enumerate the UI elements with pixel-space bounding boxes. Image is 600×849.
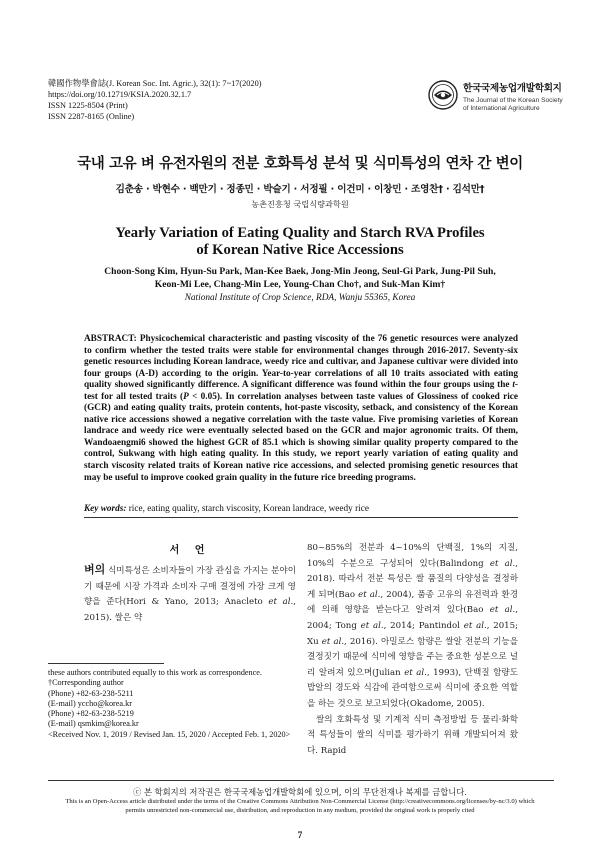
- society-logo-icon: [428, 80, 458, 110]
- affiliation-en: National Institute of Crop Science, RDA, Wanju 55365, Korea: [184, 293, 416, 303]
- abstract-text-b: -test for all tested traits (: [84, 380, 518, 402]
- society-name-en-line2: of International Agriculture: [463, 105, 540, 113]
- society-name: [463, 80, 583, 114]
- lead-word: 벼의: [84, 563, 106, 576]
- body-right-column: [307, 541, 518, 759]
- journal-header: [48, 78, 262, 122]
- doi-link[interactable]: https://doi.org/10.12719/KSIA.2020.32.1.7: [48, 90, 192, 99]
- body-right-text: , 1993), 단백질 함량도 밥알의 경도와 식감에 관여함으로써 식미에 중요한 역할을 하는 것으로 보고되었다(Okadome, 2005).: [307, 667, 519, 709]
- title-en-line2: of Korean Native Rice Accessions: [196, 242, 404, 258]
- footnote-phone1: (Phone) +82-63-238-5211: [48, 688, 134, 698]
- footnote-email2[interactable]: (E-mail) qsmkim@korea.kr: [48, 719, 139, 729]
- copyright-divider: [48, 780, 554, 781]
- keywords: [84, 504, 518, 514]
- title-en-line1: Yearly Variation of Eating Quality and Starch RVA Profiles: [115, 225, 485, 241]
- etal: et al.: [404, 667, 427, 678]
- body-left-etal: et al.: [268, 597, 294, 608]
- authors-en: [0, 266, 600, 291]
- body-right-text: , 2004; Tong: [307, 605, 519, 631]
- etal: et al.: [489, 558, 516, 569]
- body-left-text: 식미특성은 소비자들이 가장 관심을 가지는 분야이기 때문에 시장 가격과 소비자 구매 결정에 가장 크게 영향을 준다(Hori & Yano, 2013; Anacleto: [84, 566, 296, 608]
- etal: et al.: [321, 636, 345, 647]
- authors-ko: 김춘송 · 박현수 · 백만기 · 정종민 · 박슬기 · 서정필 · 이건미 · 이창민 · 조영찬† · 김석만†: [115, 184, 485, 195]
- body-left-text2: , 2015). 쌀은 약: [84, 597, 296, 623]
- title-en: [0, 225, 600, 259]
- copyright-en: [60, 798, 540, 815]
- abstract-t: t: [512, 380, 515, 391]
- etal: et al.: [358, 589, 381, 600]
- authors-en-line1: Choon-Song Kim, Hyun-Su Park, Man-Kee Baek, Jong-Min Jeong, Seul-Gi Park, Jung-Pil Suh,: [104, 266, 496, 277]
- footnote-divider: [48, 663, 164, 664]
- copyright-ko: ⓒ 본 학회지의 저작권은 한국국제농업개발학회에 있으며, 이의 무단전재나 복제를 금합니다.: [133, 787, 467, 797]
- etal: et al.: [489, 605, 516, 616]
- page-number: 7: [297, 831, 303, 841]
- copyright-en-line2: permits unrestricted non-commercial use, distribution, and reproduction in any medium, provided the original work is properly cited: [125, 806, 475, 814]
- body-right-para2: 쌀의 호화특성 및 기계적 식미 측정방법 등 물리·화학적 특성들이 쌀의 식미를 평가하기 위해 개발되어져 왔다. Rapid: [307, 714, 518, 756]
- footnote-email1[interactable]: (E-mail) yccho@korea.kr: [48, 698, 132, 708]
- society-name-en: [463, 97, 583, 114]
- abstract-p: P: [183, 391, 189, 402]
- body-left-column: [84, 562, 296, 626]
- footnote-equal: these authors contributed equally to this work as correspondence.: [48, 668, 262, 677]
- society-name-en-line1: The Journal of the Korean Society: [463, 97, 563, 104]
- copyright-en-line1: This is an Open-Access article distributed under the terms of the Creative Commons Attribution Non-Commercial License (http://creativecommons.org/licenses/by-nc/3.0) which: [65, 798, 535, 805]
- abstract: [84, 334, 518, 484]
- citation: 韓國作物學會誌(J. Korean Soc. Int. Agric.), 32(1): 7~17(2020): [48, 79, 262, 88]
- society-name-ko: 한국국제농업개발학회지: [463, 83, 562, 94]
- footnotes: [48, 668, 296, 740]
- footnote-phone2: (Phone) +82-63-238-5219: [48, 709, 134, 719]
- footnote-corr: †Corresponding author: [48, 678, 124, 688]
- body-right-text: , 2015; Xu: [307, 620, 518, 647]
- etal: et al.: [463, 620, 487, 631]
- issn-online: ISSN 2287-8165 (Online): [48, 112, 135, 121]
- body-right-text: , 2014; Pantindol: [383, 620, 464, 631]
- keywords-label: Key words:: [84, 504, 127, 514]
- authors-en-line2: Keon-Mi Lee, Chang-Min Lee, Young-Chan Cho†, and Suk-Man Kim†: [154, 278, 446, 290]
- abstract-label: ABSTRACT:: [84, 334, 137, 344]
- affiliation-ko: 농촌진흥청 국립식량과학원: [251, 199, 349, 209]
- abstract-text-a: Physicochemical characteristic and pasting viscosity of the 76 genetic resources were analyzed to confirm whether the tested traits were stable for environmental changes through 2016-2017. Seventy-six genetic resources including Korean landrace, weedy rice and cultivar, and Japanese cultivar were divided into four groups (A-D) according to the origin. Year-to-year correlations of all 10 traits associated with eating quality showed significantly difference. A significant difference was found within the four groups using the: [84, 334, 519, 391]
- body-right-text: , 2018). 따라서 전분 특성은 쌀 품질의 다양성을 결정하게 되며(Bao: [307, 558, 518, 600]
- title-ko: 국내 고유 벼 유전자원의 전분 호화특성 분석 및 식미특성의 연차 간 변이: [77, 156, 523, 172]
- keywords-text: rice, eating quality, starch viscosity, Korean landrace, weedy rice: [128, 504, 369, 514]
- issn-print: ISSN 1225-8504 (Print): [48, 101, 128, 110]
- etal: et al.: [360, 620, 384, 631]
- body-right-text: , 2016). 아밀로스 함량은 쌀알 전분의 기능을 결정짓기 때문에 식미에 영향을 주는 중요한 성분으로 널리 알려져 있으며(Julian: [307, 636, 518, 678]
- body-right-text: 80~85%의 전분과 4~10%의 단백질, 1%의 지질, 10%의 수분으로 구성되어 있다(Balindong: [307, 543, 518, 569]
- body-right-text: , 2004), 품종 고유의 유전력과 환경에 의해 영향을 받는다고 알려져 있다(Bao: [307, 589, 518, 616]
- footnote-received: <Received Nov. 1, 2019 / Revised Jan. 15, 2020 / Accepted Feb. 1, 2020>: [48, 729, 291, 739]
- abstract-text-c: < 0.05). In correlation analyses between taste values of Glossiness of cooked rice (GCR) and eating quality traits, protein contents, hot-paste viscosity, setback, and consistency of the Korean native rice accessions showed a negative correlation with the taste value. Five promising varieties of Korean landrace and weedy rice were eventually selected based on the GCR and major agronomic traits. Of them, Wandoaengmi6 showed the highest GCR of 85.1 which is showing similar quality property compared to the control, Sukwang with high eating quality. In this study, we report yearly variation of eating quality and starch viscosity related traits of Korean native rice accessions, and selected promising genetic resources that may be useful to improve cooked grain quality in the future rice breeding programs.: [84, 391, 518, 483]
- section-title: 서 언: [169, 545, 211, 556]
- abstract-divider: [84, 517, 518, 518]
